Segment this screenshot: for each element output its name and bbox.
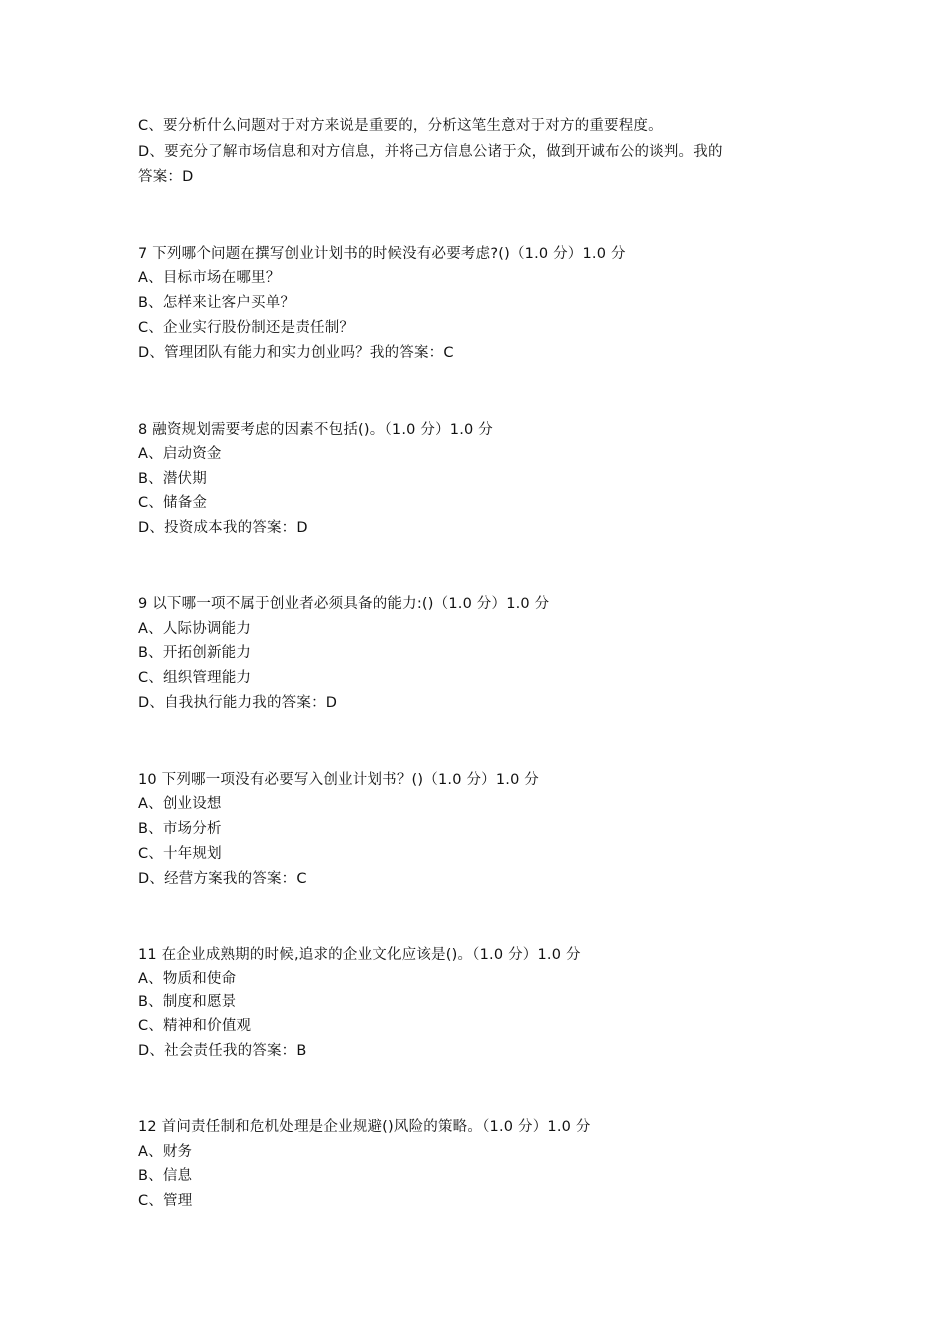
option-a: A、人际协调能力 xyxy=(138,621,252,637)
option-a: A、财务 xyxy=(138,1144,193,1160)
option-a: A、启动资金 xyxy=(138,446,222,462)
option-b: B、开拓创新能力 xyxy=(138,645,252,661)
option-c: C、组织管理能力 xyxy=(138,670,252,686)
option-c: C、要分析什么问题对于对方来说是重要的，分析这笔生意对于对方的重要程度。 xyxy=(138,118,663,134)
option-b: B、潜伏期 xyxy=(138,471,207,487)
option-d: D、社会责任我的答案：B xyxy=(138,1043,307,1059)
option-d: D、经营方案我的答案：C xyxy=(138,871,307,887)
option-d: D、投资成本我的答案：D xyxy=(138,520,308,536)
option-d: D、自我执行能力我的答案：D xyxy=(138,695,338,711)
option-a: A、创业设想 xyxy=(138,796,222,812)
option-d: D、要充分了解市场信息和对方信息，并将己方信息公诸于众，做到开诚布公的谈判。我的 xyxy=(138,144,723,160)
option-c: C、储备金 xyxy=(138,495,208,511)
question-title: 7 下列哪个问题在撰写创业计划书的时候没有必要考虑?()（1.0 分）1.0 分 xyxy=(138,246,626,262)
question-title: 9 以下哪一项不属于创业者必须具备的能力:()（1.0 分）1.0 分 xyxy=(138,596,550,612)
answer-line: 答案：D xyxy=(138,169,194,185)
option-c: C、十年规划 xyxy=(138,846,222,862)
option-b: B、怎样来让客户买单？ xyxy=(138,295,296,311)
option-a: A、目标市场在哪里？ xyxy=(138,270,281,286)
option-c: C、企业实行股份制还是责任制？ xyxy=(138,320,355,336)
question-title: 11 在企业成熟期的时候,追求的企业文化应该是()。（1.0 分）1.0 分 xyxy=(138,947,581,963)
option-b: B、信息 xyxy=(138,1168,193,1184)
question-title: 10 下列哪一项没有必要写入创业计划书？()（1.0 分）1.0 分 xyxy=(138,772,540,788)
option-d: D、管理团队有能力和实力创业吗？我的答案：C xyxy=(138,345,454,361)
option-b: B、市场分析 xyxy=(138,821,222,837)
question-title: 12 首问责任制和危机处理是企业规避()风险的策略。（1.0 分）1.0 分 xyxy=(138,1119,591,1135)
option-b: B、制度和愿景 xyxy=(138,994,237,1010)
question-title: 8 融资规划需要考虑的因素不包括()。（1.0 分）1.0 分 xyxy=(138,422,493,438)
option-c: C、管理 xyxy=(138,1193,193,1209)
option-c: C、精神和价值观 xyxy=(138,1018,252,1034)
option-a: A、物质和使命 xyxy=(138,971,237,987)
